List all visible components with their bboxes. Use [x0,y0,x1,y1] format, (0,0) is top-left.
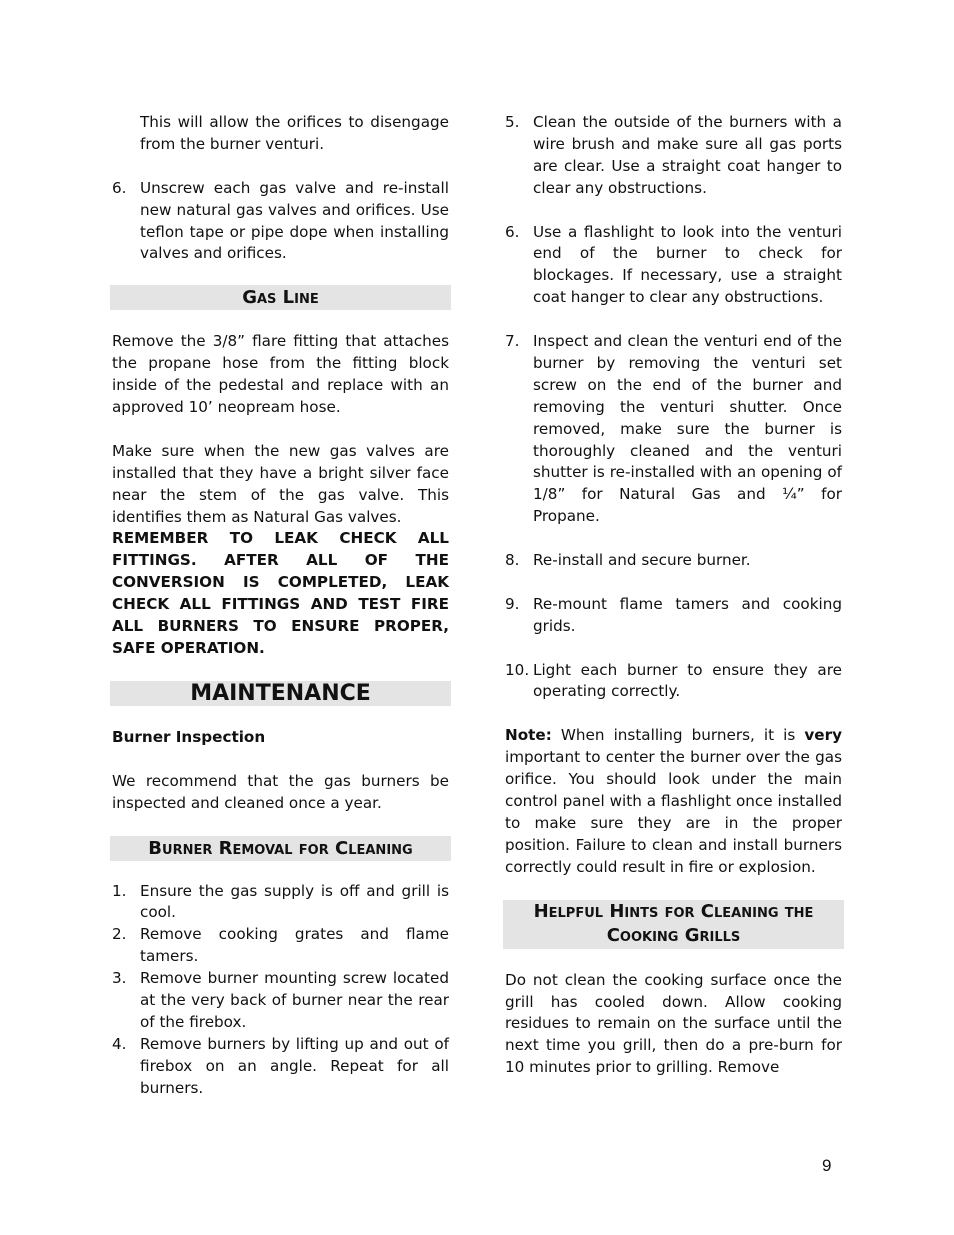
list-item [505,660,842,704]
gas-line-paragraph-2: Make sure when the new gas valves are installed that they have a bright silver face near the stem of the gas valve. This identifies them as Natural Gas valves. [112,441,449,526]
warning-text: REMEMBER TO LEAK CHECK ALL FITTINGS. AFTER ALL OF THE CONVERSION IS COMPLETED, LEAK CHECK ALL FITTINGS AND TEST FIRE ALL BURNERS TO ENSURE PROPER, SAFE OPERATION. [112,529,449,657]
list-item-text: Remove cooking grates and flame tamers. [140,925,449,966]
list-item [505,331,842,528]
list-item-number: 5. [505,113,520,131]
right-column [505,112,842,1079]
maintenance-heading: MAINTENANCE [110,681,451,706]
list-item [112,968,449,1034]
note-emphasis: very [804,726,842,745]
list-item-number: 10. [505,660,530,679]
list-item-text: Use a flashlight to look into the venturi end of the burner to check for blockages. If necessary, use a straight coat hanger to clear any obstructions. [533,222,842,307]
list-item [505,594,842,638]
list-item [505,222,842,310]
list-item-number: 3. [112,969,127,988]
list-item-text: Ensure the gas supply is off and grill is cool. [140,881,449,922]
cleaning-steps-list [505,112,842,725]
burner-removal-list [112,881,449,1100]
list-item [112,1034,449,1100]
list-item-text: Remove burner mounting screw located at the very back of burner near the rear of the firebox. [140,969,449,1031]
list-item-number: 6. [112,178,127,197]
burner-removal-heading: Burner Removal for Cleaning [110,836,451,861]
note-text-a: When installing burners, it is [551,726,805,745]
list-item [505,112,842,200]
gas-line-paragraph-1: Remove the 3/8” flare fitting that attaches the propane hose from the fitting block inside of the pedestal and replace with an approved 10’ neopream hose. [112,332,449,417]
burner-inspection-title: Burner Inspection [112,727,266,746]
list-item [112,924,449,968]
list-item-number: 6. [505,222,520,241]
list-item-number: 4. [112,1034,127,1053]
gas-line-heading: Gas Line [110,285,451,310]
list-item-number: 2. [112,925,127,944]
list-item-text: Re-install and secure burner. [533,551,751,570]
list-item-text: Unscrew each gas valve and re-install new natural gas valves and orifices. Use teflon tape or pipe dope when installing valves and orifices. [140,178,449,263]
list-item [112,881,449,925]
helpful-hints-text: Do not clean the cooking surface once the grill has cooled down. Allow cooking residues to remain on the surface until the next time you grill, then do a pre-burn for 10 minutes prior to grilling. Remove [505,970,842,1077]
list-item [505,550,842,572]
helpful-hints-heading: Helpful Hints for Cleaning the Cooking Grills [503,900,844,949]
note-label: Note: [505,726,552,745]
burner-inspection-text: We recommend that the gas burners be inspected and cleaned once a year. [112,771,449,812]
list-item [112,178,449,266]
list-item-number: 9. [505,594,520,613]
list-item-number: 7. [505,332,520,351]
list-item-text: Light each burner to ensure they are operating correctly. [533,660,842,701]
list-item-text: Inspect and clean the venturi end of the burner by removing the venturi set screw on the end of the burner and removing the venturi shutter. Once removed, make sure the burner is thoroughly cleaned and the venturi shutter is re-installed with an opening of 1/8” for Natural Gas and ¼” for Propane. [533,332,842,526]
intro-continuation: This will allow the orifices to disengage from the burner venturi. [140,113,449,153]
list-item-text: Re-mount flame tamers and cooking grids. [533,594,842,635]
note-text-b: important to center the burner over the gas orifice. You should look under the main control panel with a flashlight once installed to make sure they are in the proper position. Failure to clean and install burners correctly could result in fire or explosion. [505,748,842,876]
list-item-text: Clean the outside of the burners with a wire brush and make sure all gas ports are clear. Use a straight coat hanger to clear any obstructions. [533,113,842,197]
note-paragraph [505,725,842,878]
list-item-number: 1. [112,881,127,900]
left-column [112,112,449,1100]
page-number: 9 [822,1156,832,1175]
list-item-number: 8. [505,551,520,570]
list-item-text: Remove burners by lifting up and out of firebox on an angle. Repeat for all burners. [140,1034,449,1097]
